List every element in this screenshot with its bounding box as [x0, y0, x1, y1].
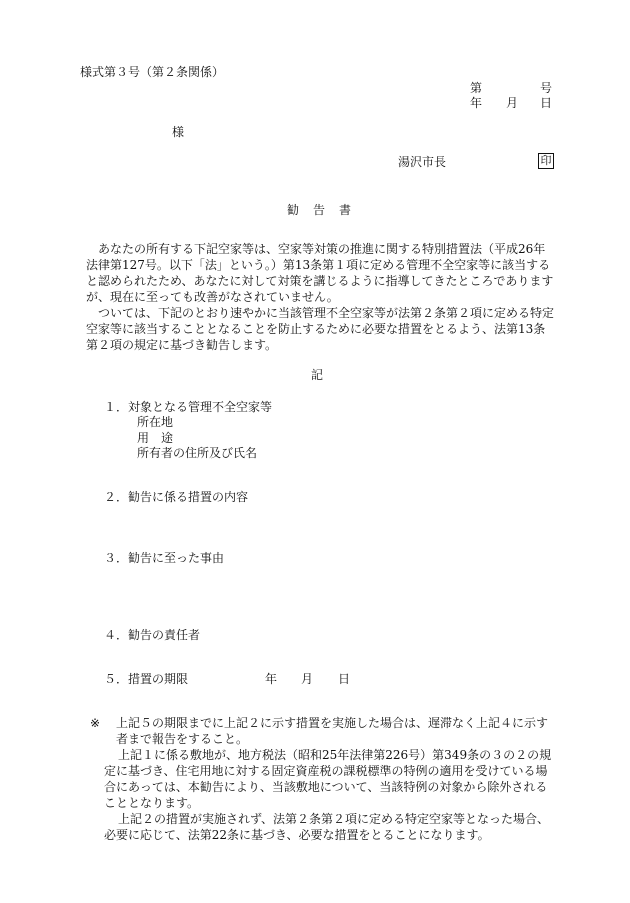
- date-year: 年: [470, 96, 483, 110]
- item-4-label: 勧告の責任者: [128, 628, 201, 642]
- item-4: [104, 627, 200, 643]
- item-1-label: 対象となる管理不全空家等: [128, 400, 273, 414]
- item-3-num: ３．: [104, 551, 129, 565]
- body-paragraph-1: あなたの所有する下記空家等は、空家等対策の推進に関する特別措置法（平成26年法律第127号。以下「法」という。）第13条第１項に定める管理不全空家等に該当すると認められたため、あなたに対して対策を講じるように指導してきたところでありますが、現在に至っても改善がなされていません。: [86, 242, 554, 304]
- note-line-3: 上記２の措置が実施されず、法第２条第２項に定める特定空家等となった場合、必要に応じて、法第22条に基づき、必要な措置をとることになります。: [104, 812, 550, 842]
- item-2: [104, 489, 248, 505]
- item-5-label: 措置の期限: [128, 672, 189, 686]
- note-line-2: 上記１に係る敷地が、地方税法（昭和25年法律第226号）第349条の３の２の規定に基づき、住宅用地に対する固定資産税の課税標準の特例の適用を受けている場合にあっては、本勧告により、当該敷地について、当該特例の対象から除外されることとなります。: [104, 748, 552, 810]
- item-1-num: １．: [104, 400, 129, 414]
- number-prefix: 第: [470, 81, 483, 95]
- item-2-label: 勧告に係る措置の内容: [128, 490, 249, 504]
- item-4-num: ４．: [104, 628, 129, 642]
- item-1-sub-1: 所在地: [137, 415, 174, 429]
- notes: [90, 715, 556, 843]
- note-mark: ※: [90, 716, 101, 730]
- number-suffix: 号: [540, 81, 553, 95]
- form-label: 様式第３号（第２条関係）: [80, 65, 225, 79]
- item-1: [104, 399, 272, 415]
- item-5-num: ５．: [104, 672, 129, 686]
- seal-box: 印: [538, 153, 554, 169]
- issuer: 湯沢市長: [398, 155, 447, 169]
- document-title: 勧 告 書: [287, 203, 353, 217]
- deadline-month: 月: [301, 672, 314, 686]
- note-line-1: 上記５の期限までに上記２に示す措置を実施した場合は、遅滞なく上記４に示す者まで報告をすること。: [116, 716, 549, 746]
- body-paragraph-2: ついては、下記のとおり速やかに当該管理不全空家等が法第２条第２項に定める特定空家等に該当することとなることを防止するために必要な措置をとるよう、法第13条第２項の規定に基づき勧告します。: [86, 306, 555, 352]
- item-1-sub-3: 所有者の住所及び氏名: [137, 446, 258, 460]
- ki-label: 記: [311, 368, 324, 382]
- item-3-label: 勧告に至った事由: [128, 551, 225, 565]
- date-day: 日: [540, 96, 553, 110]
- date-month: 月: [506, 96, 519, 110]
- item-2-num: ２．: [104, 490, 129, 504]
- body-text: [86, 241, 554, 353]
- addressee-suffix: 様: [172, 125, 185, 139]
- item-1-sub-2: 用 途: [137, 431, 174, 445]
- deadline-year: 年: [265, 672, 278, 686]
- item-5: [104, 671, 188, 687]
- deadline-day: 日: [338, 672, 351, 686]
- item-3: [104, 550, 224, 566]
